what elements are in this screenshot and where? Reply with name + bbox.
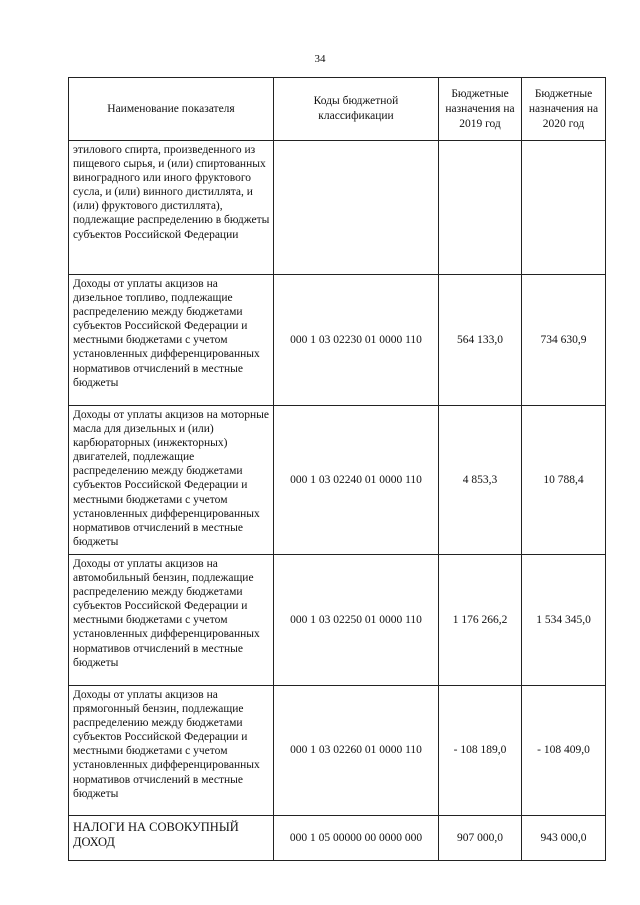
row-code: 000 1 03 02260 01 0000 110 xyxy=(274,686,439,816)
header-2020: Бюджетные назначения на 2020 год xyxy=(522,78,606,141)
row-2020: 10 788,4 xyxy=(522,406,606,555)
page-number: 34 xyxy=(314,53,326,65)
row-2020: - 108 409,0 xyxy=(522,686,606,816)
row-2019: 4 853,3 xyxy=(439,406,522,555)
row-name: Доходы от уплаты акцизов на дизельное топливо, подлежащие распределению между бюджетами субъектов Российской Федерации и местными бюджетами с учетом установленных дифференцированных нормативов отчислений в местные бюджеты xyxy=(69,275,274,406)
table-row xyxy=(69,686,606,816)
row-code: 000 1 05 00000 00 0000 000 xyxy=(274,816,439,861)
row-name: Доходы от уплаты акцизов на моторные масла для дизельных и (или) карбюраторных (инжекторных) двигателей, подлежащие распределению между бюджетами субъектов Российской Федерации и местными бюджетами с учетом установленных дифференцированных нормативов отчислений в местные бюджеты xyxy=(69,406,274,555)
row-2020: 1 534 345,0 xyxy=(522,555,606,686)
row-2019: 1 176 266,2 xyxy=(439,555,522,686)
header-2019: Бюджетные назначения на 2019 год xyxy=(439,78,522,141)
row-name: этилового спирта, произведенного из пищевого сырья, и (или) спиртованных виноградного или иного фруктового сусла, и (или) винного дистиллята, и (или) фруктового дистиллята), подлежащие распределению в бюджеты субъектов Российской Федерации xyxy=(69,141,274,275)
budget-table xyxy=(68,77,606,861)
row-code: 000 1 03 02250 01 0000 110 xyxy=(274,555,439,686)
row-code xyxy=(274,141,439,275)
table-row xyxy=(69,406,606,555)
row-name: Доходы от уплаты акцизов на автомобильный бензин, подлежащие распределению между бюджетами субъектов Российской Федерации и местными бюджетами с учетом установленных дифференцированных нормативов отчислений в местные бюджеты xyxy=(69,555,274,686)
row-2020 xyxy=(522,141,606,275)
table-row xyxy=(69,141,606,275)
row-name: Доходы от уплаты акцизов на прямогонный бензин, подлежащие распределению между бюджетами субъектов Российской Федерации и местными бюджетами с учетом установленных дифференцированных нормативов отчислений в местные бюджеты xyxy=(69,686,274,816)
row-code: 000 1 03 02230 01 0000 110 xyxy=(274,275,439,406)
row-name: НАЛОГИ НА СОВОКУПНЫЙ ДОХОД xyxy=(69,816,274,861)
header-name: Наименование показателя xyxy=(69,78,274,141)
row-2019: - 108 189,0 xyxy=(439,686,522,816)
row-code: 000 1 03 02240 01 0000 110 xyxy=(274,406,439,555)
header-codes: Коды бюджетной классификации xyxy=(274,78,439,141)
row-2020: 943 000,0 xyxy=(522,816,606,861)
row-2020: 734 630,9 xyxy=(522,275,606,406)
row-2019 xyxy=(439,141,522,275)
table-row xyxy=(69,555,606,686)
table-row xyxy=(69,816,606,861)
table-row xyxy=(69,275,606,406)
row-2019: 907 000,0 xyxy=(439,816,522,861)
row-2019: 564 133,0 xyxy=(439,275,522,406)
table-header-row xyxy=(69,78,606,141)
